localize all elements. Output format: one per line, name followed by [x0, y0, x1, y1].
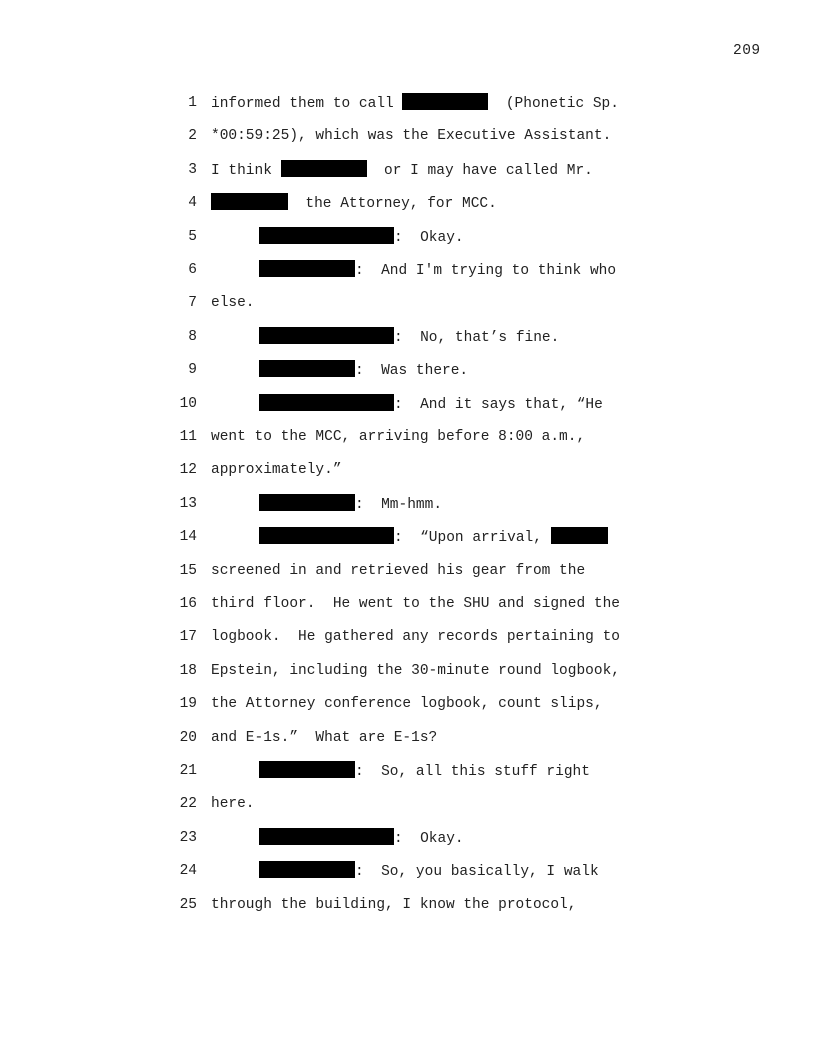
- line-text-segment: else.: [211, 295, 255, 312]
- line-number: 17: [179, 629, 197, 646]
- line-number: 10: [179, 395, 197, 412]
- transcript-line: [0, 661, 816, 681]
- line-text-segment: : And I'm trying to think who: [355, 263, 617, 279]
- line-text: [211, 561, 585, 581]
- line-text-segment: the Attorney, for MCC.: [288, 196, 497, 213]
- transcript-line: [0, 561, 816, 581]
- transcript-line: [0, 594, 816, 614]
- redaction-block: [551, 527, 608, 544]
- line-text-segment: : And it says that, “He: [394, 396, 603, 413]
- line-text: [211, 126, 611, 146]
- line-text-segment: : Okay.: [394, 229, 464, 246]
- redacted-speaker-name: [259, 227, 394, 244]
- line-number: 11: [179, 429, 197, 445]
- line-text-segment: the Attorney conference logbook, count slips,: [211, 696, 603, 713]
- transcript-line: [0, 794, 816, 814]
- line-number: 13: [179, 495, 197, 512]
- line-number: 21: [179, 763, 197, 779]
- redacted-speaker-name: [259, 761, 355, 778]
- redacted-speaker-name: [259, 327, 394, 344]
- line-number: 3: [188, 161, 197, 178]
- transcript-line: [0, 360, 816, 380]
- line-number: 20: [179, 729, 197, 746]
- line-text: [259, 761, 590, 782]
- transcript-line: [0, 828, 816, 848]
- line-number: 4: [188, 195, 197, 212]
- line-text: [259, 527, 608, 548]
- transcript-line: [0, 293, 816, 313]
- line-number: 22: [179, 796, 197, 813]
- redacted-speaker-name: [259, 494, 355, 511]
- line-number: 15: [179, 562, 197, 579]
- line-text-segment: I think: [211, 162, 281, 179]
- transcript-line: [0, 193, 816, 213]
- transcript-line: [0, 394, 816, 414]
- redaction-block: [281, 160, 367, 177]
- line-text-segment: screened in and retrieved his gear from the: [211, 562, 586, 579]
- line-number: 1: [188, 95, 197, 111]
- line-number: 18: [179, 662, 197, 679]
- line-text-segment: approximately.”: [211, 462, 342, 479]
- transcript-line: [0, 460, 816, 480]
- line-number: 23: [179, 829, 197, 846]
- redaction-block: [402, 93, 488, 110]
- line-text-segment: : Was there.: [355, 363, 469, 380]
- transcript-line: [0, 160, 816, 180]
- line-number: 24: [179, 863, 197, 880]
- redaction-block: [211, 193, 288, 210]
- redacted-speaker-name: [259, 527, 394, 544]
- redacted-speaker-name: [259, 828, 394, 845]
- transcript-line: [0, 627, 816, 647]
- transcript-line: [0, 327, 816, 347]
- transcript-line: [0, 527, 816, 547]
- transcript-line: [0, 761, 816, 781]
- line-text: [211, 694, 603, 714]
- line-text-segment: : Mm-hmm.: [355, 496, 443, 513]
- line-number: 5: [188, 228, 197, 245]
- line-number: 7: [188, 295, 197, 312]
- redacted-speaker-name: [259, 260, 355, 277]
- line-text-segment: third floor. He went to the SHU and signed the: [211, 596, 620, 612]
- line-number: 19: [179, 696, 197, 713]
- line-text-segment: informed them to call: [211, 96, 403, 112]
- transcript-line: [0, 260, 816, 280]
- line-text-segment: *00:59:25), which was the Executive Assistant.: [211, 128, 612, 145]
- line-text-segment: : “Upon arrival,: [394, 530, 551, 547]
- line-text-segment: and E-1s.” What are E-1s?: [211, 729, 438, 746]
- transcript-line: [0, 861, 816, 881]
- page-number: 209: [733, 43, 761, 59]
- line-text-segment: : So, all this stuff right: [355, 764, 590, 780]
- redacted-speaker-name: [259, 394, 394, 411]
- line-text-segment: (Phonetic Sp.: [488, 96, 619, 112]
- transcript-line: [0, 494, 816, 514]
- redacted-speaker-name: [259, 861, 355, 878]
- line-number: 16: [179, 596, 197, 612]
- line-text: [259, 227, 464, 248]
- line-text-segment: Epstein, including the 30-minute round logbook,: [211, 662, 620, 679]
- line-text: [211, 460, 342, 480]
- line-text: [259, 360, 468, 381]
- transcript-line: [0, 93, 816, 113]
- transcript-line: [0, 126, 816, 146]
- line-text: [259, 327, 559, 348]
- line-number: 14: [179, 529, 197, 546]
- line-number: 25: [179, 896, 197, 913]
- line-text: [211, 794, 255, 814]
- redacted-speaker-name: [259, 360, 355, 377]
- line-text-segment: or I may have called Mr.: [366, 162, 593, 179]
- line-number: 8: [188, 328, 197, 345]
- line-text: [259, 861, 599, 882]
- line-text: [211, 293, 255, 313]
- line-text: [211, 728, 437, 748]
- line-number: 2: [188, 128, 197, 145]
- line-text-segment: logbook. He gathered any records pertaining to: [211, 629, 620, 646]
- line-text-segment: went to the MCC, arriving before 8:00 a.m.,: [211, 429, 586, 445]
- line-text: [211, 594, 620, 614]
- line-text: [211, 627, 620, 647]
- line-text: [211, 661, 620, 681]
- line-number: 6: [188, 262, 197, 278]
- transcript-line: [0, 895, 816, 915]
- transcript-line: [0, 694, 816, 714]
- line-number: 12: [179, 462, 197, 479]
- line-text-segment: : So, you basically, I walk: [355, 864, 599, 881]
- line-text-segment: : Okay.: [394, 830, 464, 847]
- line-text: [259, 394, 603, 415]
- transcript-line: [0, 427, 816, 447]
- line-text: [211, 160, 593, 181]
- line-text-segment: through the building, I know the protocol,: [211, 896, 577, 913]
- line-text: [211, 427, 585, 447]
- line-text: [259, 260, 616, 281]
- line-number: 9: [188, 362, 197, 379]
- line-text: [259, 494, 442, 515]
- line-text: [211, 895, 576, 915]
- transcript-line: [0, 227, 816, 247]
- line-text-segment: here.: [211, 796, 255, 813]
- line-text: [211, 193, 497, 214]
- line-text: [211, 93, 619, 114]
- transcript-line: [0, 728, 816, 748]
- line-text-segment: : No, that’s fine.: [394, 329, 560, 346]
- line-text: [259, 828, 464, 849]
